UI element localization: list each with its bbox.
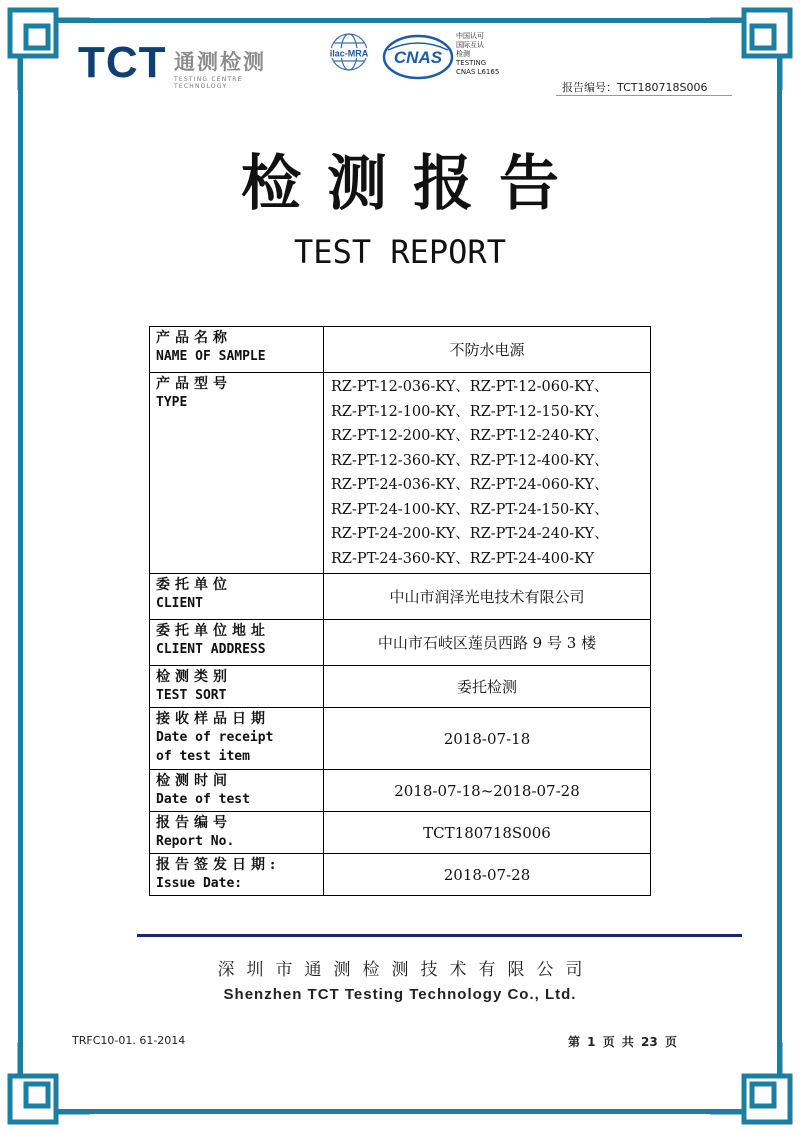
label-chinese: 产品型号 [156, 376, 232, 392]
label-chinese: 接收样品日期 [156, 711, 270, 727]
type-model-line: RZ-PT-12-360-KY、RZ-PT-12-400-KY、 [331, 452, 609, 469]
cnas-text-line: 中国认可 [456, 32, 484, 40]
client-value: 中山市润泽光电技术有限公司 [324, 574, 651, 620]
page-number: 第 1 页 共 23 页 [568, 1035, 677, 1049]
page-title-english: TEST REPORT [294, 233, 506, 271]
test-sort-value: 委托检测 [324, 666, 651, 708]
header-report-number: 报告编号：TCT180718S006 [562, 81, 708, 94]
header-divider [556, 95, 732, 96]
label-english: Report No. [156, 834, 235, 849]
type-model-line: RZ-PT-24-360-KY、RZ-PT-24-400-KY [331, 550, 595, 567]
issue-date-value: 2018-07-28 [324, 854, 651, 896]
table-row-type [150, 373, 651, 574]
receipt-date-value: 2018-07-18 [324, 708, 651, 770]
frame-border-top [56, 18, 744, 23]
cnas-text-line: TESTING [456, 59, 487, 67]
sample-name-value: 不防水电源 [324, 327, 651, 373]
type-model-line: RZ-PT-24-100-KY、RZ-PT-24-150-KY、 [331, 501, 609, 518]
label-english: NAME OF SAMPLE [156, 349, 266, 364]
type-model-line: RZ-PT-12-100-KY、RZ-PT-12-150-KY、 [331, 403, 609, 420]
type-model-line: RZ-PT-12-036-KY、RZ-PT-12-060-KY、 [331, 379, 609, 395]
tct-logo [78, 40, 288, 90]
label-cell [150, 854, 324, 896]
test-date-value: 2018-07-18~2018-07-28 [324, 770, 651, 812]
tct-logo-chinese: 通测检测 [174, 50, 266, 74]
table-row-test-sort [150, 666, 651, 708]
form-code: TRFC10-01. 61-2014 [72, 1034, 186, 1047]
footer-company-english: Shenzhen TCT Testing Technology Co., Ltd. [223, 986, 577, 1003]
label-english: CLIENT ADDRESS [156, 642, 266, 657]
label-cell [150, 812, 324, 854]
report-no-value: TCT180718S006 [324, 812, 651, 854]
table-row-receipt-date [150, 708, 651, 770]
table-row-report-no [150, 812, 651, 854]
label-cell [150, 574, 324, 620]
frame-border-bottom [56, 1109, 744, 1114]
label-cell [150, 770, 324, 812]
label-chinese: 检测时间 [156, 773, 232, 789]
report-info-table [149, 326, 651, 896]
label-cell [150, 666, 324, 708]
table-row-sample-name [150, 327, 651, 373]
type-model-line: RZ-PT-24-200-KY、RZ-PT-24-240-KY、 [331, 526, 609, 542]
cnas-text-line: 国际互认 [456, 41, 484, 49]
label-cell [150, 373, 324, 574]
label-cell [150, 620, 324, 666]
label-chinese: 检测类别 [156, 669, 232, 685]
type-model-line: RZ-PT-24-036-KY、RZ-PT-24-060-KY、 [331, 477, 609, 493]
table-row-issue-date [150, 854, 651, 896]
frame-corner-ornament [710, 6, 794, 90]
table-row-test-date [150, 770, 651, 812]
cnas-logo [382, 34, 454, 80]
label-chinese: 报告编号 [156, 815, 232, 831]
label-english: Issue Date: [156, 876, 243, 891]
label-english: TEST SORT [156, 688, 227, 703]
label-cell [150, 327, 324, 373]
label-chinese: 委托单位地址 [156, 623, 270, 639]
frame-corner-ornament [6, 1042, 90, 1126]
client-address-value: 中山市石岐区莲员西路 9 号 3 楼 [324, 620, 651, 666]
ilac-mra-logo [320, 32, 378, 82]
table-row-client-address [150, 620, 651, 666]
label-english: TYPE [156, 395, 188, 410]
label-english: Date of receipt of test item [156, 730, 274, 764]
page-title-chinese: 检测报告 [241, 149, 585, 219]
label-english: CLIENT [156, 596, 203, 611]
footer-divider [137, 934, 742, 937]
cnas-text-line: 检测 [456, 50, 470, 58]
tct-logo-letters: TCT [78, 38, 167, 87]
table-row-client [150, 574, 651, 620]
frame-corner-ornament [710, 1042, 794, 1126]
cnas-text-line: CNAS L6165 [456, 68, 500, 76]
label-cell [150, 708, 324, 770]
type-model-line: RZ-PT-12-200-KY、RZ-PT-12-240-KY、 [331, 428, 609, 444]
ilac-label: ilac-MRA [329, 48, 369, 59]
cnas-label: CNAS [393, 48, 443, 67]
label-chinese: 委托单位 [156, 577, 232, 593]
label-chinese: 产品名称 [156, 330, 232, 346]
type-model-list [324, 373, 651, 574]
footer-company-chinese: 深圳市通测检测技术有限公司 [217, 960, 595, 980]
label-chinese: 报告签发日期: [156, 857, 281, 873]
cnas-accreditation-text [456, 32, 499, 77]
tct-logo-english: TESTING CENTRE TECHNOLOGY [174, 76, 243, 90]
label-english: Date of test [156, 792, 250, 807]
